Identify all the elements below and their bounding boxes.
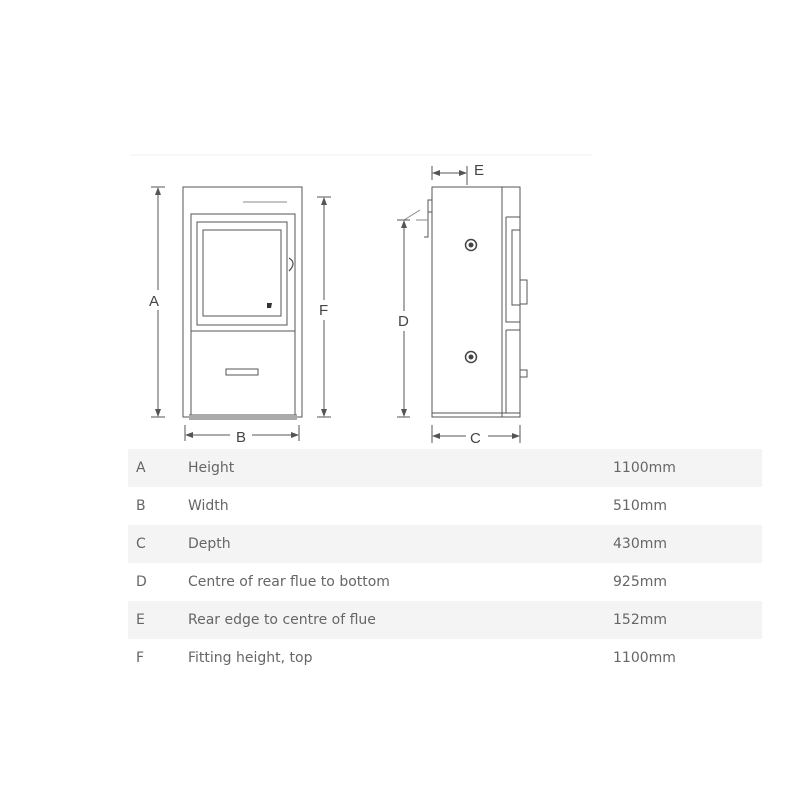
side-upper-bolt-icon <box>466 240 477 251</box>
side-lower-bolt-icon <box>466 352 477 363</box>
spec-value: 925mm <box>613 574 667 590</box>
spec-description: Height <box>188 460 235 476</box>
label-d: D <box>398 313 409 330</box>
spec-letter: B <box>136 498 146 514</box>
specification-table <box>128 449 762 677</box>
spec-letter: C <box>136 536 146 552</box>
spec-value: 152mm <box>613 612 667 628</box>
label-a: A <box>149 293 160 310</box>
spec-description: Rear edge to centre of flue <box>188 612 376 628</box>
dimension-e <box>432 166 467 185</box>
spec-description: Width <box>188 498 229 514</box>
spec-row-a <box>128 449 762 487</box>
spec-letter: D <box>136 574 147 590</box>
front-door-outer <box>197 222 287 325</box>
side-flue-ext-2 <box>404 210 420 220</box>
side-flue-collar <box>424 200 432 237</box>
label-e: E <box>474 162 485 179</box>
spec-description: Centre of rear flue to bottom <box>188 574 390 590</box>
spec-letter: F <box>136 650 145 666</box>
label-b: B <box>236 429 247 446</box>
spec-row-e <box>128 601 762 639</box>
side-front-profile <box>502 187 520 417</box>
spec-row-d <box>128 563 762 601</box>
side-main-body <box>432 187 502 417</box>
front-inner-panel <box>191 214 295 415</box>
side-front-upper <box>506 217 520 322</box>
spec-row-b <box>128 487 762 525</box>
front-view <box>183 187 302 419</box>
spec-description: Depth <box>188 536 231 552</box>
spec-description: Fitting height, top <box>188 650 313 666</box>
side-view <box>404 187 527 417</box>
front-ash-drawer-handle <box>226 369 258 375</box>
spec-value: 1100mm <box>613 460 676 476</box>
label-f: F <box>319 302 329 319</box>
side-handle <box>520 280 527 304</box>
spec-value: 510mm <box>613 498 667 514</box>
front-door-logo <box>267 303 272 308</box>
front-door-handle <box>289 258 293 271</box>
side-lower-front <box>506 330 520 413</box>
spec-value: 1100mm <box>613 650 676 666</box>
spec-value: 430mm <box>613 536 667 552</box>
spec-row-f <box>128 639 762 677</box>
spec-row-c <box>128 525 762 563</box>
side-door-profile <box>512 230 520 305</box>
side-drawer-handle <box>520 370 527 377</box>
spec-letter: A <box>136 460 146 476</box>
label-c: C <box>470 430 481 447</box>
spec-letter: E <box>136 612 145 628</box>
